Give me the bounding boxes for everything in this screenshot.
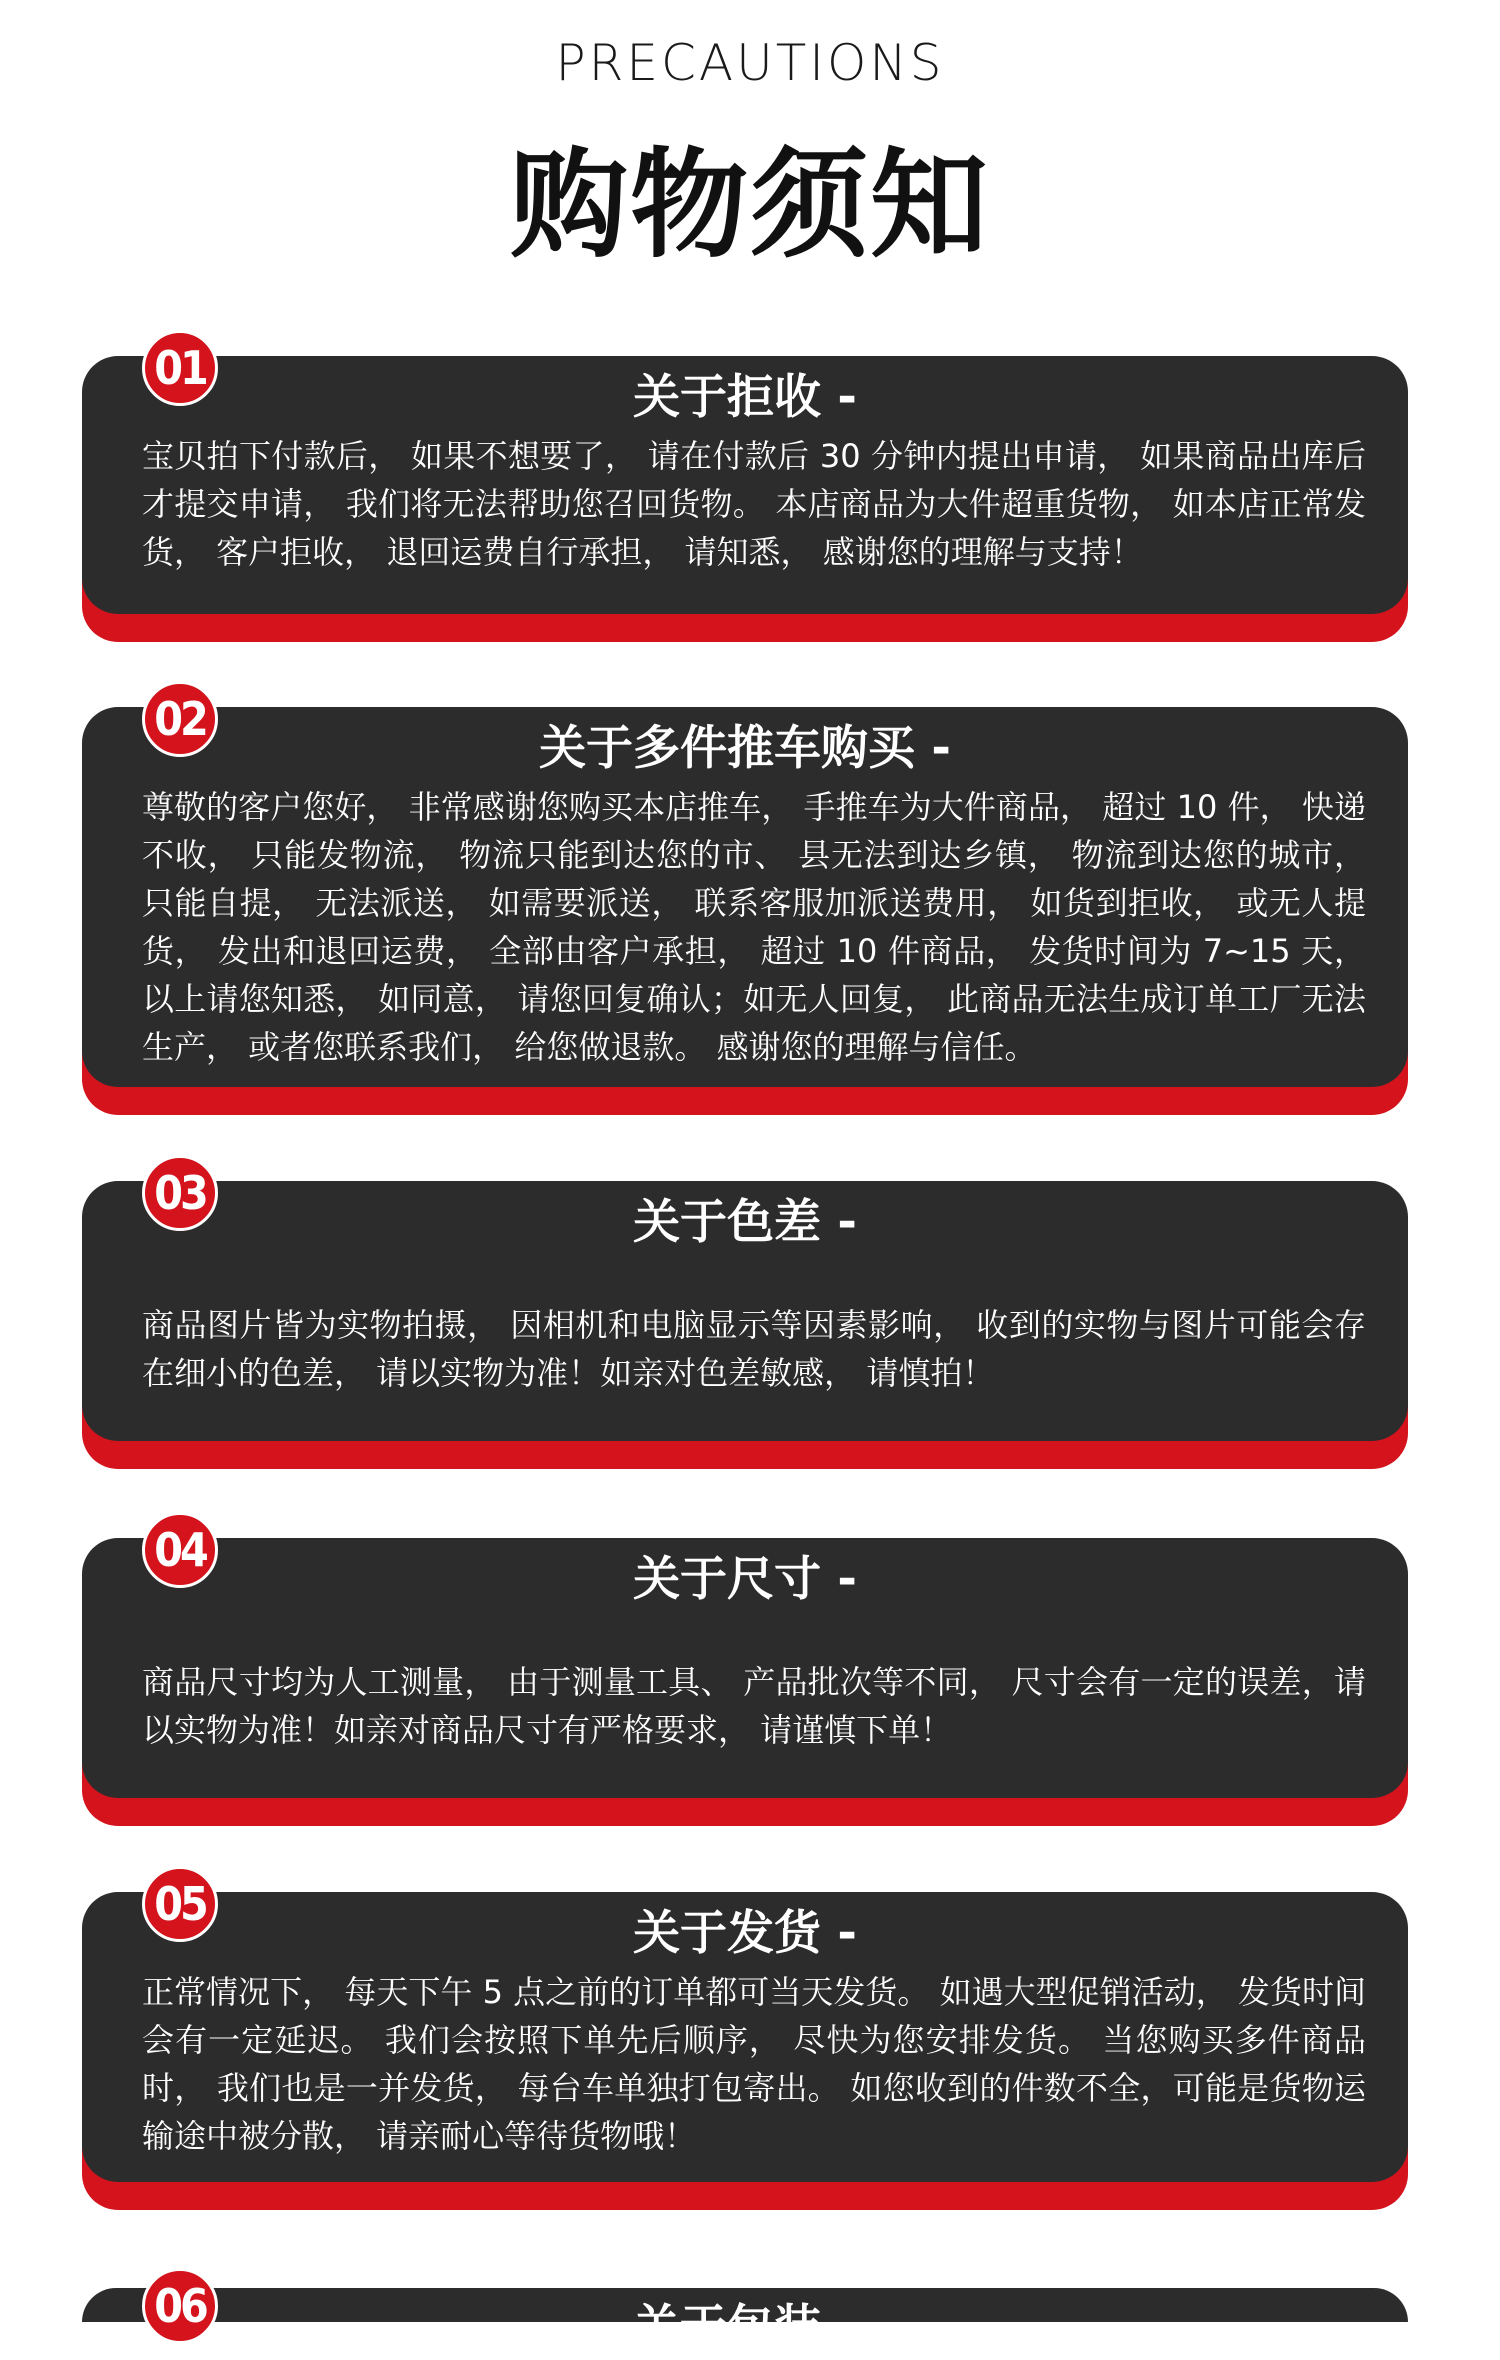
section-number-badge: 06 [142,2268,218,2344]
section-body: 正常情况下， 每天下午 5 点之前的订单都可当天发货。 如遇大型促销活动， 发货时间会有一定延迟。 我们会按照下单先后顺序， 尽快为您安排发货。 当您购买多件商品时， 我们也是一并发货， 每台车单独打包寄出。 如您收到的件数不全，可能是货物运输途中被分散， 请亲耐心等待货物哦！ [142,1973,1366,2155]
section-card-5 [82,1877,1408,2210]
section-title: 关于拒收 - [633,370,857,425]
section-card-4 [82,1523,1408,1826]
section-card-1 [82,341,1408,642]
section-number-badge: 02 [142,681,218,757]
section-card-3 [82,1166,1408,1469]
section-number-badge: 01 [142,330,218,406]
section-card-2 [82,692,1408,1115]
section-body: 商品图片皆为实物拍摄， 因相机和电脑显示等因素影响， 收到的实物与图片可能会存在细小的色差， 请以实物为准！如亲对色差敏感， 请慎拍！ [142,1306,1366,1392]
section-body: 商品尺寸均为人工测量， 由于测量工具、 产品批次等不同， 尺寸会有一定的误差，请以实物为准！如亲对商品尺寸有严格要求， 请谨慎下单！ [142,1663,1366,1749]
subtitle-en: PRECAUTIONS [555,34,945,92]
section-number-badge: 04 [142,1512,218,1588]
section-body: 宝贝拍下付款后， 如果不想要了， 请在付款后 30 分钟内提出申请， 如果商品出库后才提交申请， 我们将无法帮助您召回货物。 本店商品为大件超重货物， 如本店正常发货， 客户拒收， 退回运费自行承担， 请知悉， 感谢您的理解与支持！ [142,437,1366,571]
section-card-6 [82,2279,1408,2355]
section-number-badge: 05 [142,1866,218,1942]
section-title: 关于尺寸 - [633,1552,857,1607]
section-body: 尊敬的客户您好， 非常感谢您购买本店推车， 手推车为大件商品， 超过 10 件， 快递不收， 只能发物流， 物流只能到达您的市、 县无法到达乡镇， 物流到达您的城市， 只能自提， 无法派送， 如需要派送， 联系客服加派送费用， 如货到拒收， 或无人提货， 发出和退回运费， 全部由客户承担， 超过 10 件商品， 发货时间为 7~15 天， 以上请您知悉， 如同意， 请您回复确认；如无人回复， 此商品无法生成订单工厂无法生产， 或者您联系我们， 给您做退款。 感谢您的理解与信任。 [142,788,1366,1066]
page-title: 购物须知 [509,136,990,274]
section-title: 关于多件推车购买 - [539,721,951,776]
section-title: 关于包装 - [633,2300,857,2355]
section-title: 关于发货 - [633,1906,857,1961]
section-number-badge: 03 [142,1155,218,1231]
section-title: 关于色差 - [633,1195,857,1250]
